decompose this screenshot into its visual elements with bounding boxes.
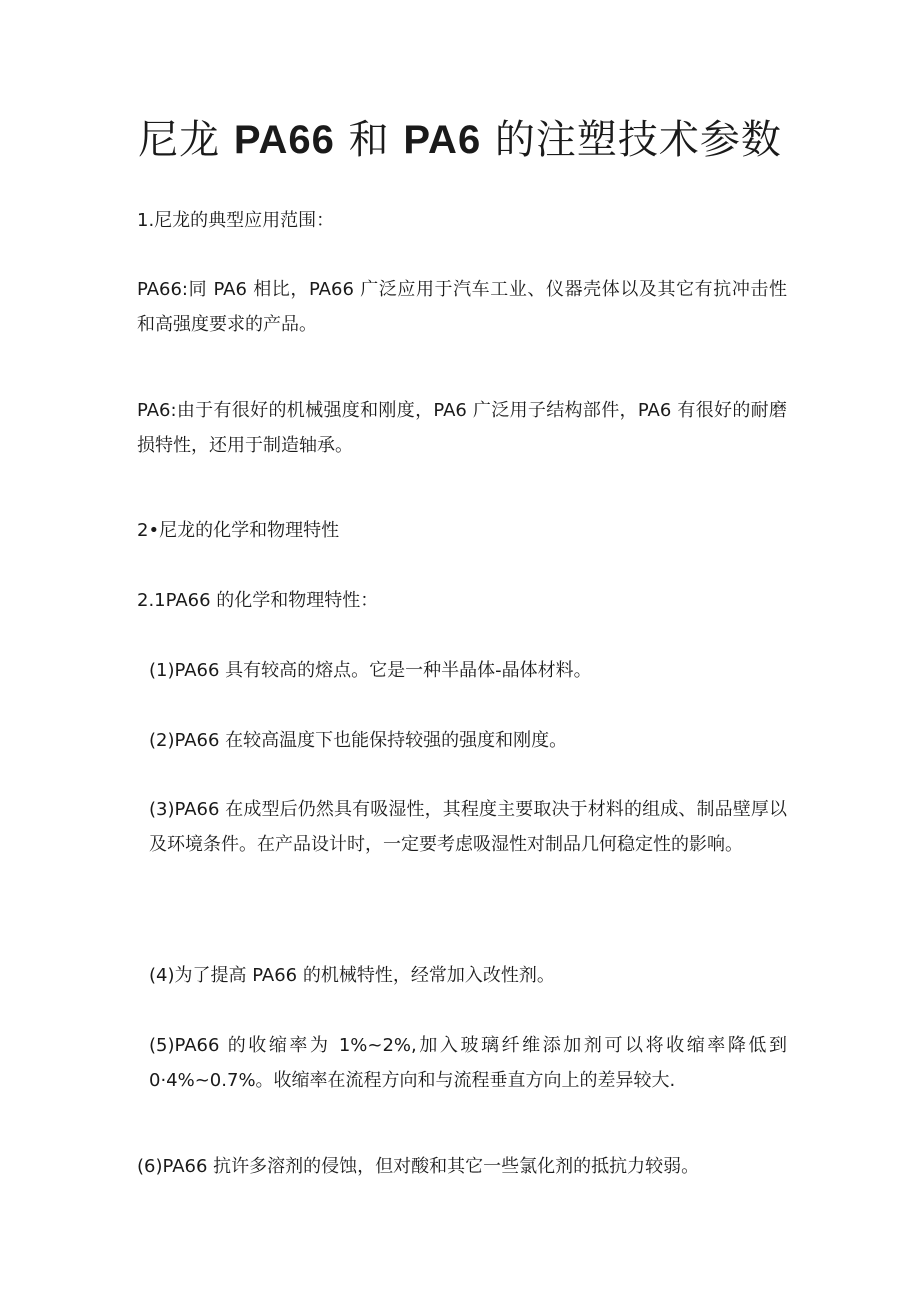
list-item-5: (5)PA66 的收缩率为 1%~2%,加入玻璃纤维添加剂可以将收缩率降低到 0·4%~0.7%。收缩率在流程方向和与流程垂直方向上的差异较大. (149, 1035, 787, 1091)
list-item-3: (3)PA66 在成型后仍然具有吸湿性，其程度主要取决于材料的组成、制品壁厚以及环境条件。在产品设计时，一定要考虑吸湿性对制品几何稳定性的影响。 (149, 799, 787, 855)
subsection-heading-pa66-properties: 2.1PA66 的化学和物理特性： (137, 590, 379, 611)
title-text-2: PA66 (233, 118, 335, 162)
title-text-1: 尼龙 (138, 117, 234, 163)
list-item-4: (4)为了提高 PA66 的机械特性，经常加入改性剂。 (149, 965, 555, 986)
title-text-3: 和 (334, 117, 404, 163)
section-heading-applications: 1.尼龙的典型应用范围： (137, 210, 335, 231)
paragraph-pa66-applications: PA66:同 PA6 相比，PA66 广泛应用于汽车工业、仪器壳体以及其它有抗冲击性和高强度要求的产品。 (137, 279, 787, 335)
list-item-2: (2)PA66 在较高温度下也能保持较强的强度和刚度。 (149, 730, 568, 751)
title-text-5: 的注塑技术参数 (481, 117, 782, 163)
title-text-4: PA6 (403, 118, 482, 162)
paragraph-pa6-applications: PA6:由于有很好的机械强度和刚度，PA6 广泛用子结构部件，PA6 有很好的耐磨损特性，还用于制造轴承。 (137, 400, 787, 456)
list-item-1: (1)PA66 具有较高的熔点。它是一种半晶体-晶体材料。 (149, 660, 592, 681)
list-item-6: (6)PA66 抗许多溶剂的侵蚀，但对酸和其它一些氯化剂的抵抗力较弱。 (137, 1156, 700, 1177)
section-heading-properties: 2•尼龙的化学和物理特性 (137, 520, 340, 541)
document-title (0, 112, 920, 168)
